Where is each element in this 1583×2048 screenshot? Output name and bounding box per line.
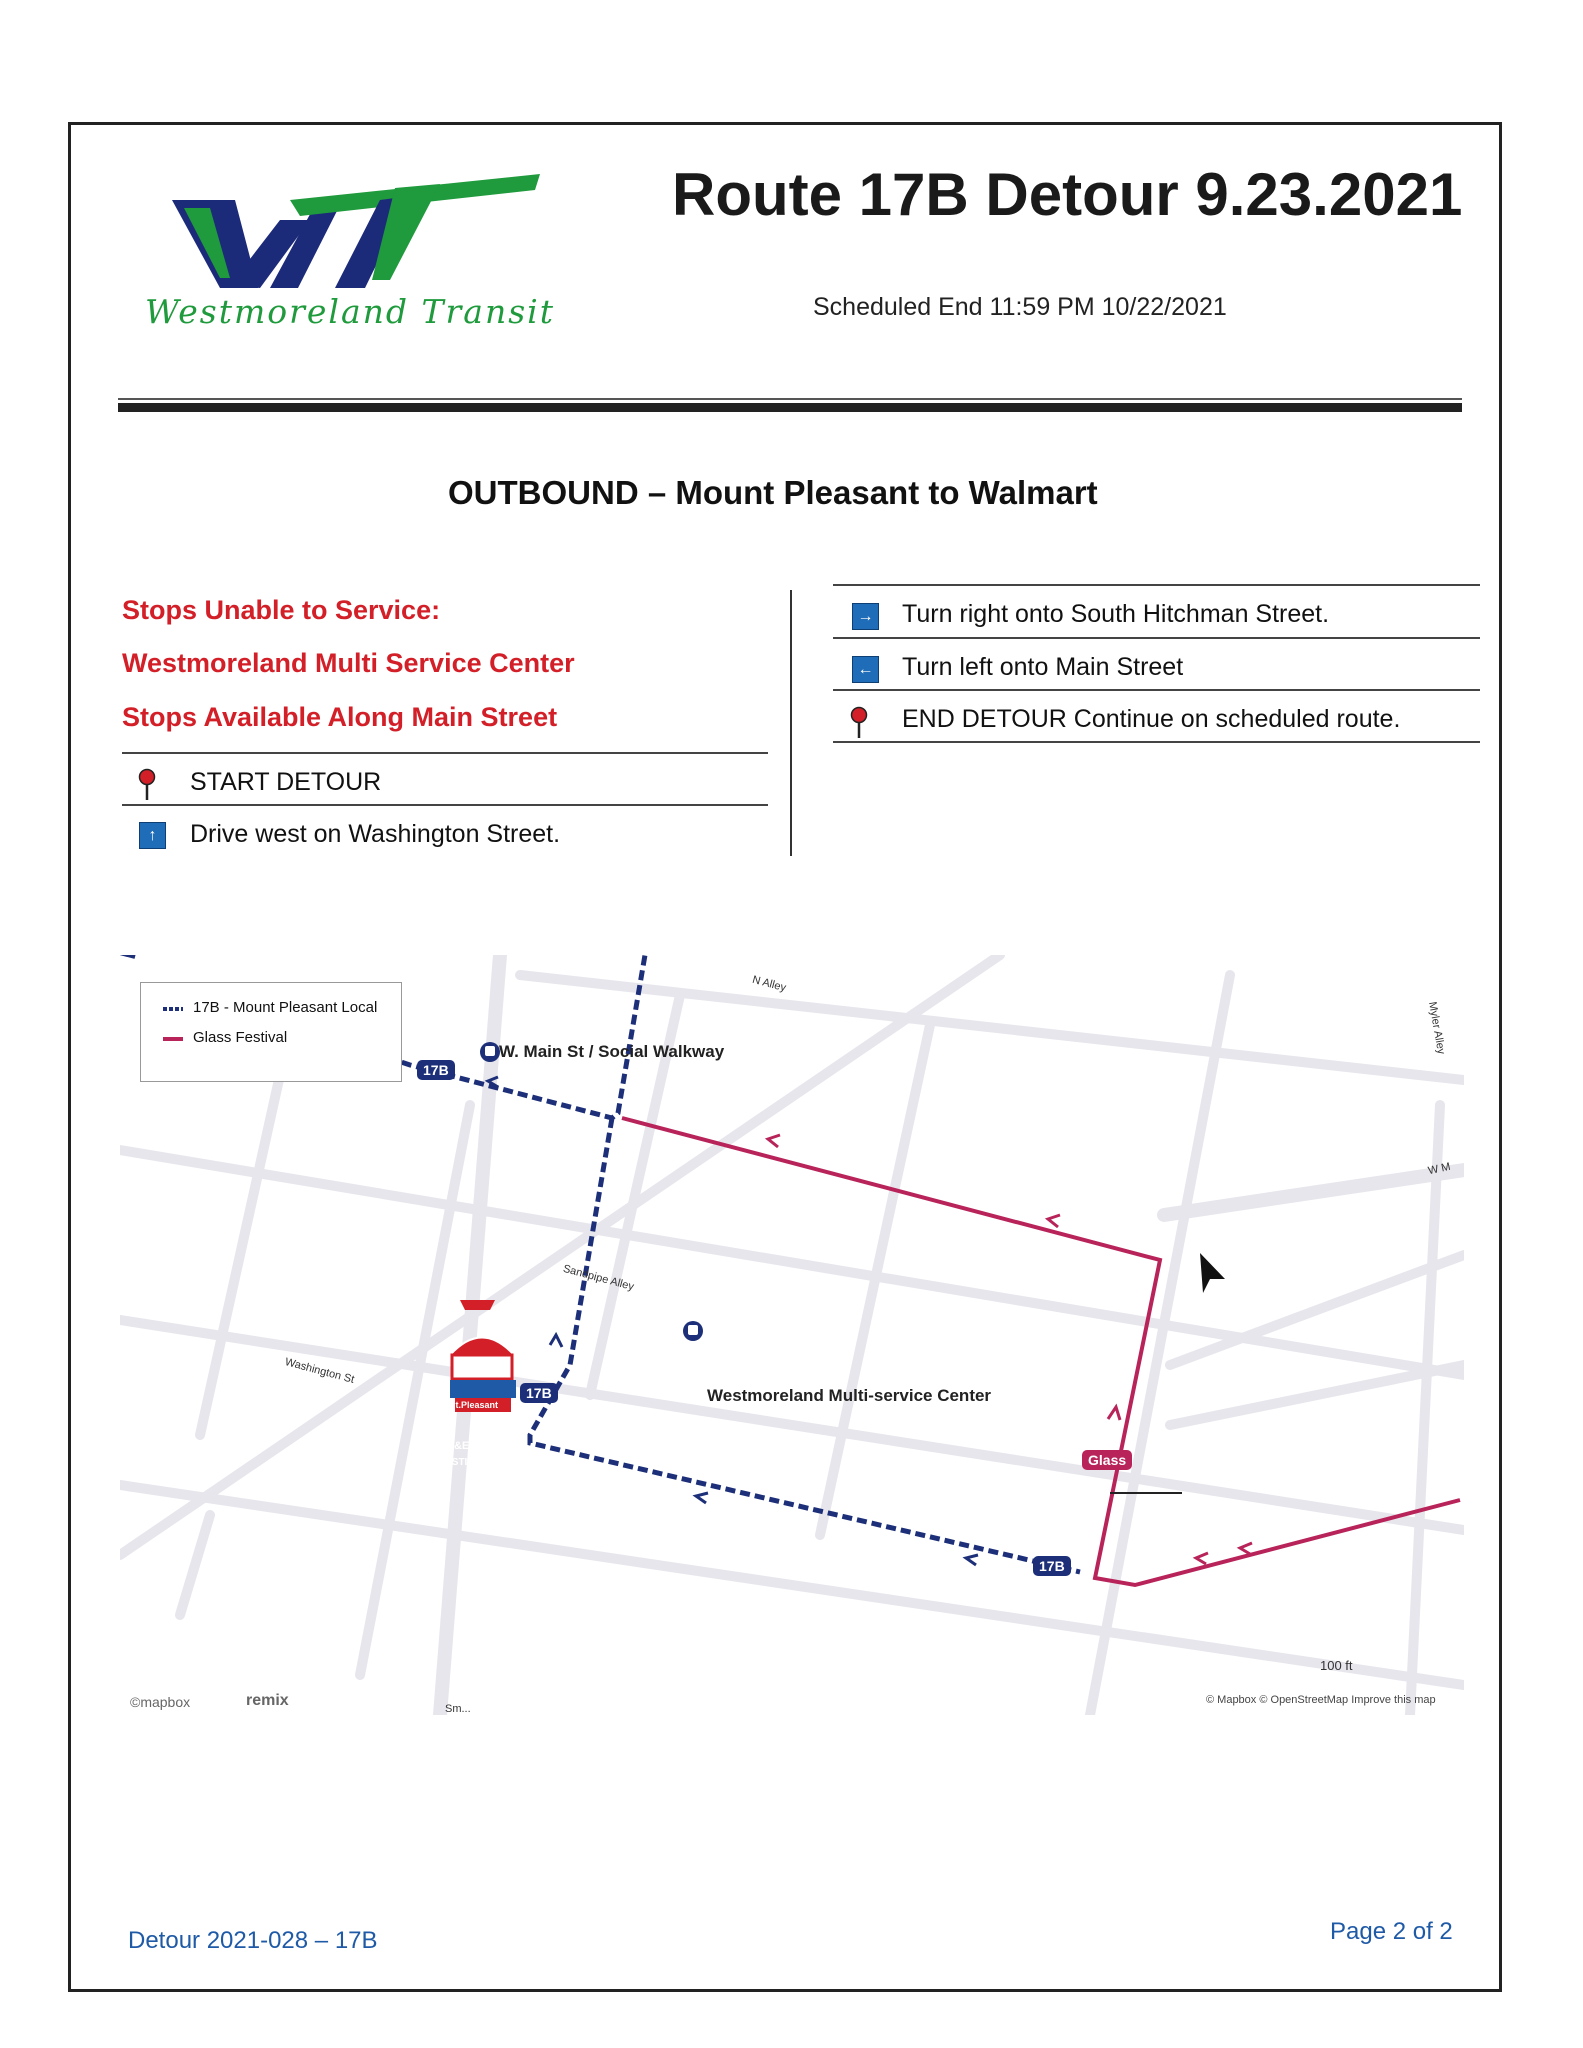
stop-label-main: W. Main St / Social Walkway (499, 1042, 725, 1061)
stops-available-notice: Stops Available Along Main Street (122, 702, 558, 732)
arrow-left-icon: ← (852, 656, 879, 683)
row-divider (122, 804, 768, 806)
street-label: Myler Alley (1426, 1000, 1448, 1056)
legend-swatch-glass (163, 1036, 183, 1042)
step-turn-right: Turn right onto South Hitchman Street. (902, 600, 1330, 628)
row-divider (833, 637, 1480, 639)
column-divider (790, 590, 792, 856)
stop-label-center: Westmoreland Multi-service Center (707, 1386, 992, 1405)
street-label: W M (1426, 1160, 1452, 1178)
bus-stop-icon[interactable] (683, 1321, 703, 1341)
detour-id: Detour 2021-028 – 17B (128, 1927, 378, 1954)
stops-unable-heading: Stops Unable to Service: (122, 595, 441, 625)
remix-credit[interactable]: remix (246, 1692, 289, 1709)
page-number: Page 2 of 2 (1330, 1918, 1453, 1945)
mapbox-credit[interactable]: ©mapbox (130, 1694, 191, 1710)
step-end-detour: END DETOUR Continue on scheduled route. (902, 705, 1401, 733)
arrow-right-icon: → (852, 603, 879, 630)
street-label: Washington St (283, 1355, 356, 1387)
scheduled-end: Scheduled End 11:59 PM 10/22/2021 (813, 293, 1227, 321)
route-badge: 17B (1033, 1556, 1071, 1576)
bus-stop-icon[interactable] (480, 1042, 500, 1062)
row-divider (833, 689, 1480, 691)
route-badge: 17B (520, 1383, 558, 1403)
festival-logo-text: Mt.Pleasant (448, 1400, 499, 1410)
legend-item-17b: 17B - Mount Pleasant Local (193, 999, 378, 1016)
row-divider (833, 584, 1480, 586)
logo-mark (172, 174, 540, 288)
street-label: N Alley (751, 973, 788, 995)
street-label: Sm... (445, 1703, 471, 1715)
festival-logo-text: Glass&Ethnic (424, 1440, 496, 1452)
page-title: Route 17B Detour 9.23.2021 (672, 161, 1463, 228)
row-divider (833, 741, 1480, 743)
glass-badge: Glass (1082, 1450, 1132, 1470)
pin-icon (848, 706, 870, 740)
row-divider (122, 752, 768, 754)
divider (118, 398, 1462, 400)
pin-icon (136, 768, 158, 802)
step-start-detour: START DETOUR (190, 768, 382, 796)
legend-swatch-17b (163, 1006, 183, 1012)
scale-label: 100 ft (1320, 1658, 1353, 1673)
logo-text: Westmoreland Transit (145, 292, 555, 331)
arrow-up-icon: ↑ (139, 822, 166, 849)
step-turn-left: Turn left onto Main Street (902, 653, 1184, 681)
legend-item-glass: Glass Festival (193, 1029, 288, 1046)
map-legend (140, 982, 402, 1082)
street-label: Sandpipe Alley (561, 1262, 636, 1294)
route-badge: 17B (417, 1060, 455, 1080)
step-drive-west: Drive west on Washington Street. (190, 820, 561, 848)
osm-credit[interactable]: © Mapbox © OpenStreetMap Improve this map (1206, 1694, 1436, 1706)
direction-heading: OUTBOUND – Mount Pleasant to Walmart (448, 474, 1098, 511)
stop-multi-service-center: Westmoreland Multi Service Center (122, 648, 575, 678)
festival-logo-text: FESTIVAL (439, 1457, 487, 1468)
divider (118, 403, 1462, 412)
